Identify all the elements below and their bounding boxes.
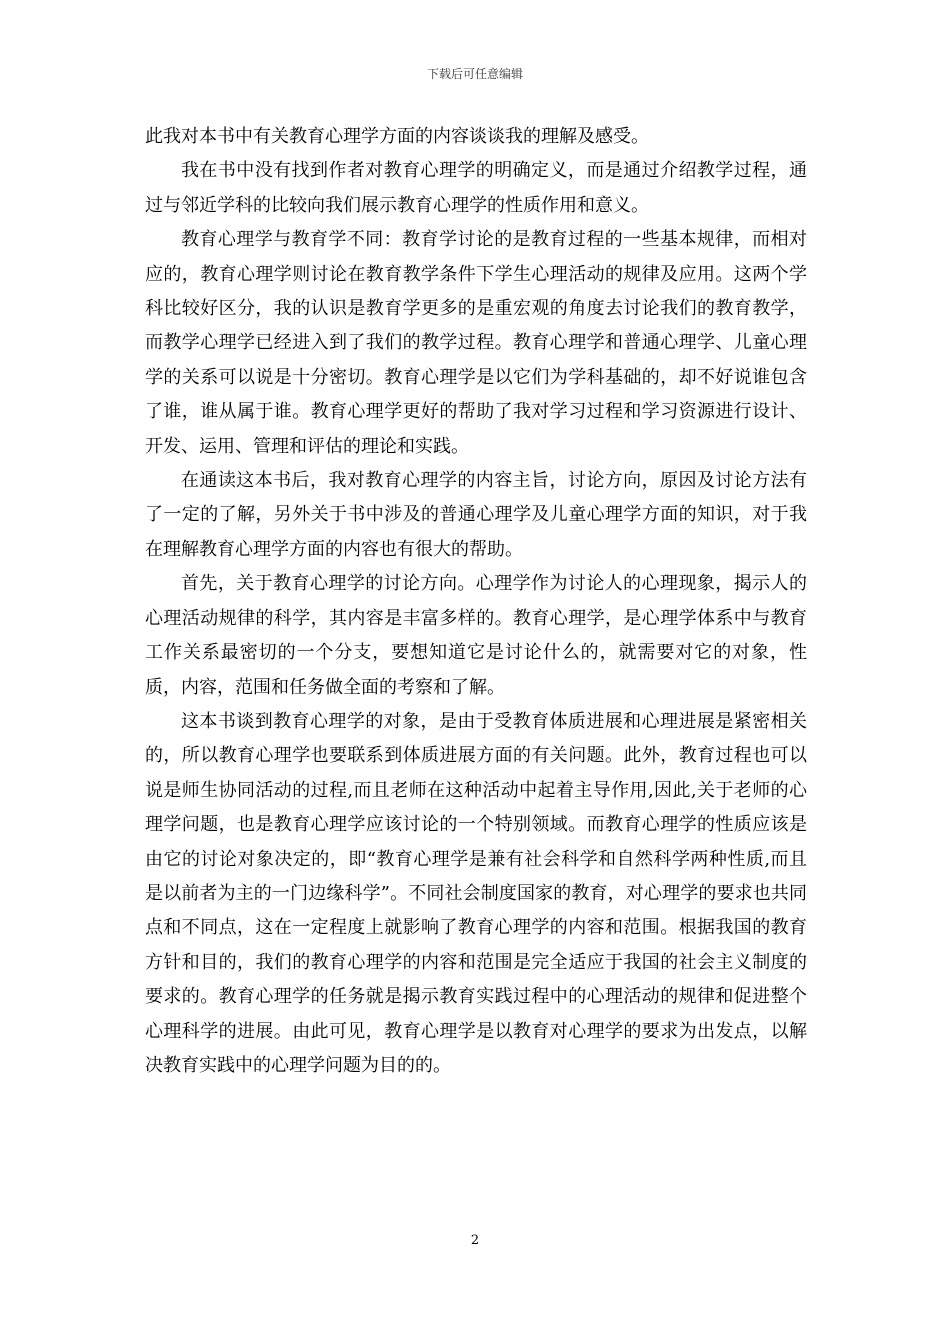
paragraph: 在通读这本书后，我对教育心理学的内容主旨，讨论方向，原因及讨论方法有了一定的了解，另外关于书中涉及的普通心理学及儿童心理学方面的知识，对于我在理解教育心理学方面的内容也有很大的帮助。 <box>145 470 807 560</box>
document-body <box>145 120 807 1083</box>
paragraph: 教育心理学与教育学不同：教育学讨论的是教育过程的一些基本规律，而相对应的，教育心理学则讨论在教育教学条件下学生心理活动的规律及应用。这两个学科比较好区分，我的认识是教育学更多的是重宏观的角度去讨论我们的教育教学，而教学心理学已经进入到了我们的教学过程。教育心理学和普通心理学、儿童心理学的关系可以说是十分密切。教育心理学是以它们为学科基础的，却不好说谁包含了谁，谁从属于谁。教育心理学更好的帮助了我对学习过程和学习资源进行设计、开发、运用、管理和评估的理论和实践。 <box>145 229 807 457</box>
page-number: 2 <box>470 1233 480 1248</box>
paragraph: 这本书谈到教育心理学的对象，是由于受教育体质进展和心理进展是紧密相关的，所以教育心理学也要联系到体质进展方面的有关问题。此外，教育过程也可以说是师生协同活动的过程,而且老师在这种活动中起着主导作用,因此,关于老师的心理学问题，也是教育心理学应该讨论的一个特别领域。而教育心理学的性质应该是由它的讨论对象决定的，即“教育心理学是兼有社会科学和自然科学两种性质,而且是以前者为主的一门边缘科学”。不同社会制度国家的教育，对心理学的要求也共同点和不同点，这在一定程度上就影响了教育心理学的内容和范围。根据我国的教育方针和目的，我们的教育心理学的内容和范围是完全适应于我国的社会主义制度的要求的。教育心理学的任务就是揭示教育实践过程中的心理活动的规律和促进整个心理科学的进展。由此可见，教育心理学是以教育对心理学的要求为出发点，以解决教育实践中的心理学问题为目的的。 <box>145 710 807 1076</box>
paragraph: 首先，关于教育心理学的讨论方向。心理学作为讨论人的心理现象，揭示人的心理活动规律的科学，其内容是丰富多样的。教育心理学，是心理学体系中与教育工作关系最密切的一个分支，要想知道它是讨论什么的，就需要对它的对象，性质，内容，范围和任务做全面的考察和了解。 <box>145 573 807 698</box>
paragraph: 我在书中没有找到作者对教育心理学的明确定义，而是通过介绍教学过程，通过与邻近学科的比较向我们展示教育心理学的性质作用和意义。 <box>145 160 807 216</box>
paragraph: 此我对本书中有关教育心理学方面的内容谈谈我的理解及感受。 <box>145 126 649 147</box>
page-header: 下载后可任意编辑 <box>426 67 523 81</box>
